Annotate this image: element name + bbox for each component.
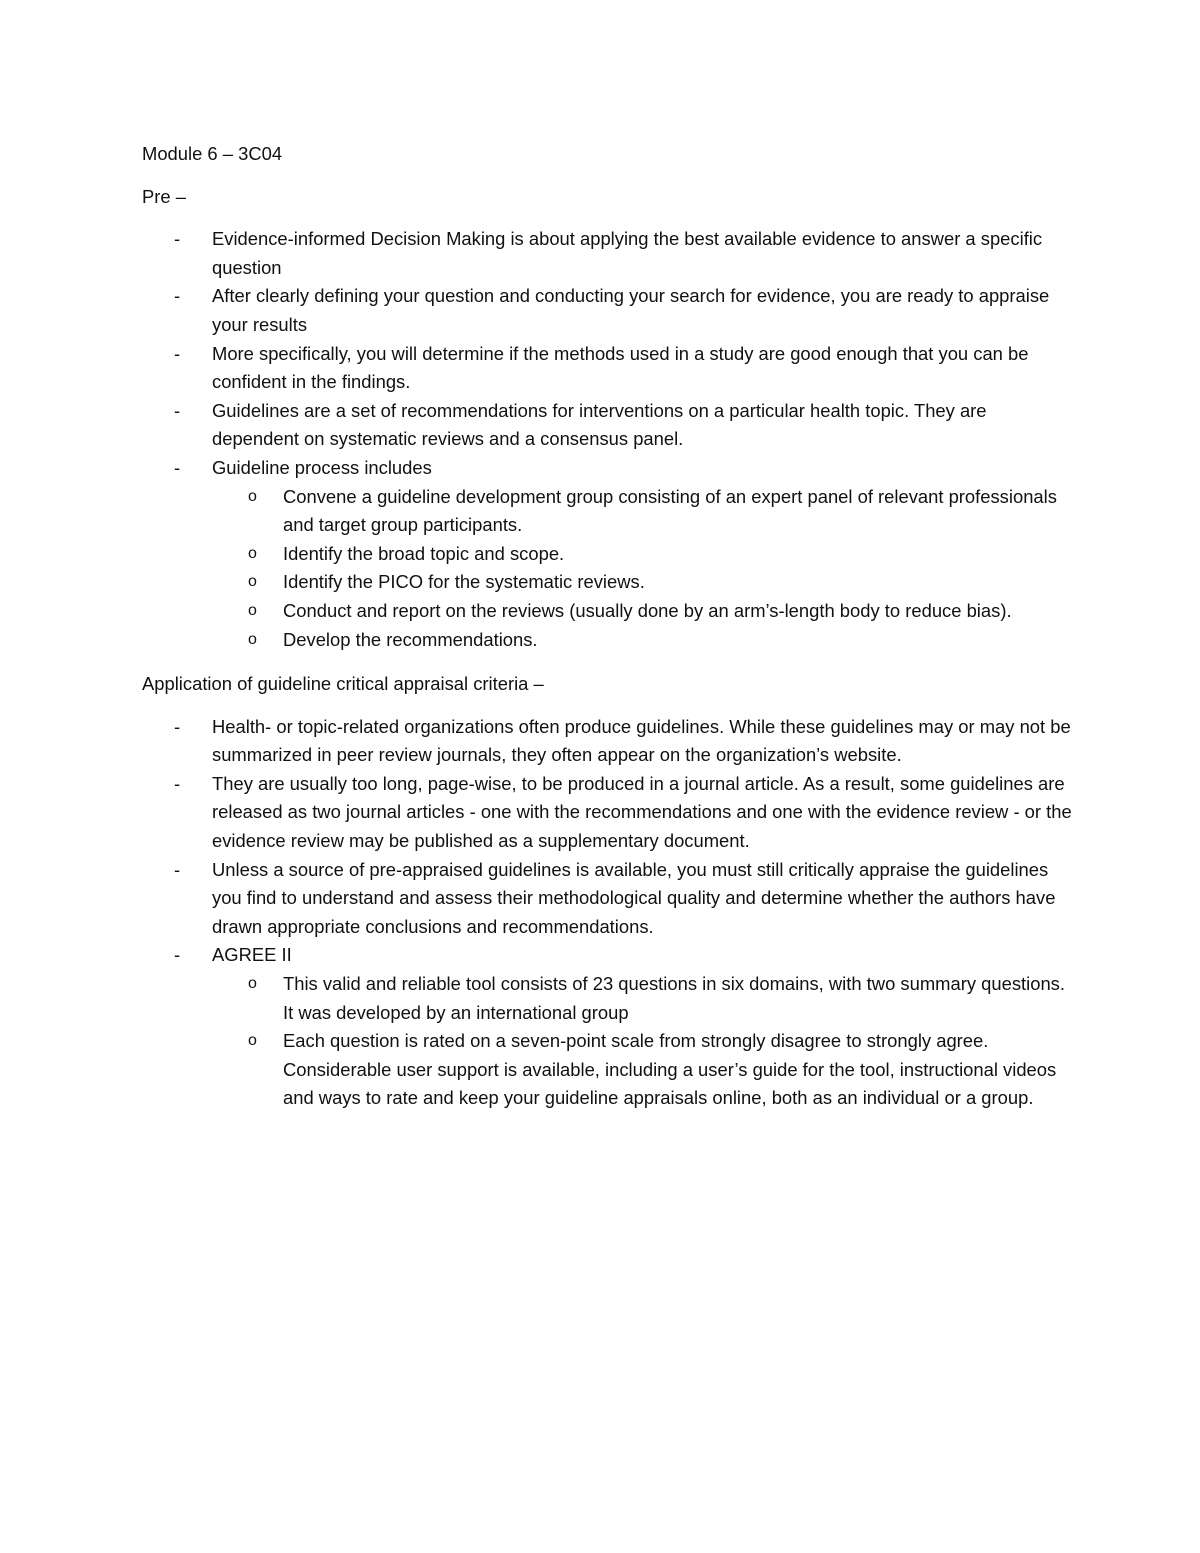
sublist-item: [212, 483, 1072, 540]
pre-list: [142, 225, 1072, 654]
list-item: [142, 856, 1072, 942]
sublist-item-text: Develop the recommendations.: [283, 628, 538, 650]
sublist-item-text: Conduct and report on the reviews (usually done by an arm’s-length body to reduce bias).: [283, 599, 1012, 621]
sublist-item-text: Convene a guideline development group consisting of an expert panel of relevant professionals and target group participants.: [283, 485, 1057, 536]
list-item-text: They are usually too long, page-wise, to be produced in a journal article. As a result, some guidelines are released as two journal articles - one with the recommendations and one with the evidence review - or the evidence review may be published as a supplementary document.: [212, 772, 1072, 852]
circle-bullet: o: [248, 1032, 257, 1050]
process-sublist: [212, 483, 1072, 655]
list-item: [142, 454, 1072, 654]
dash-bullet: -: [174, 715, 181, 737]
list-item: [142, 397, 1072, 454]
sublist-item-text: Identify the broad topic and scope.: [283, 542, 565, 564]
sublist-item-text: This valid and reliable tool consists of 23 questions in six domains, with two summary questions. It was developed by an international group: [283, 973, 1065, 1023]
dash-bullet: -: [174, 285, 181, 307]
circle-bullet: o: [248, 573, 257, 591]
application-list: [142, 713, 1072, 1113]
list-item: [142, 340, 1072, 397]
dash-bullet: -: [174, 772, 181, 794]
dash-bullet: -: [174, 944, 181, 966]
sublist-item: [212, 970, 1072, 1027]
circle-bullet: o: [248, 630, 257, 648]
list-item: [142, 225, 1072, 282]
document-title: Module 6 – 3C04: [142, 143, 283, 164]
dash-bullet: -: [174, 342, 181, 364]
sublist-item-text: Identify the PICO for the systematic reviews.: [283, 571, 645, 593]
pre-heading: Pre –: [142, 185, 186, 207]
sublist-item: [212, 626, 1072, 655]
list-item-text: Guideline process includes: [212, 456, 432, 478]
list-item-text: Unless a source of pre-appraised guidelines is available, you must still critically appraise the guidelines you find to understand and assess their methodological quality and determine whether the authors have drawn appropriate conclusions and recommendations.: [212, 858, 1056, 937]
list-item-text: After clearly defining your question and conducting your search for evidence, you are ready to appraise your results: [212, 285, 1050, 335]
list-item: [142, 713, 1072, 770]
dash-bullet: -: [174, 858, 181, 880]
circle-bullet: o: [248, 544, 257, 562]
list-item-text: Evidence-informed Decision Making is about applying the best available evidence to answer a specific question: [212, 228, 1043, 278]
agree-sublist: [212, 970, 1072, 1113]
sublist-item: [212, 568, 1072, 597]
circle-bullet: o: [248, 975, 257, 993]
dash-bullet: -: [174, 228, 181, 250]
section-spacer: [142, 654, 1072, 670]
circle-bullet: o: [248, 601, 257, 619]
sublist-item: [212, 1027, 1072, 1113]
list-item-text: Guidelines are a set of recommendations for interventions on a particular health topic. They are dependent on systematic reviews and a consensus panel.: [212, 399, 987, 450]
sublist-item-text: Each question is rated on a seven-point scale from strongly disagree to strongly agree. Considerable user support is available, including a user’s guide for the tool, instructional videos and ways to rate and keep your guideline appraisals online, both as an individual or a group.: [283, 1030, 1057, 1109]
dash-bullet: -: [174, 399, 181, 421]
list-item-text: More specifically, you will determine if the methods used in a study are good enough that you can be confident in the findings.: [212, 342, 1029, 393]
list-item-text: AGREE II: [212, 944, 292, 966]
list-item-text: Health- or topic-related organizations often produce guidelines. While these guidelines may or may not be summarized in peer review journals, they often appear on the organization’s website.: [212, 715, 1071, 766]
dash-bullet: -: [174, 456, 181, 478]
list-item: [142, 770, 1072, 856]
application-heading: Application of guideline critical appraisal criteria –: [142, 673, 544, 695]
sublist-item: [212, 540, 1072, 569]
sublist-item: [212, 597, 1072, 626]
list-item: [142, 282, 1072, 339]
document-page: [142, 140, 1072, 1113]
list-item: [142, 941, 1072, 1113]
circle-bullet: o: [248, 487, 257, 505]
